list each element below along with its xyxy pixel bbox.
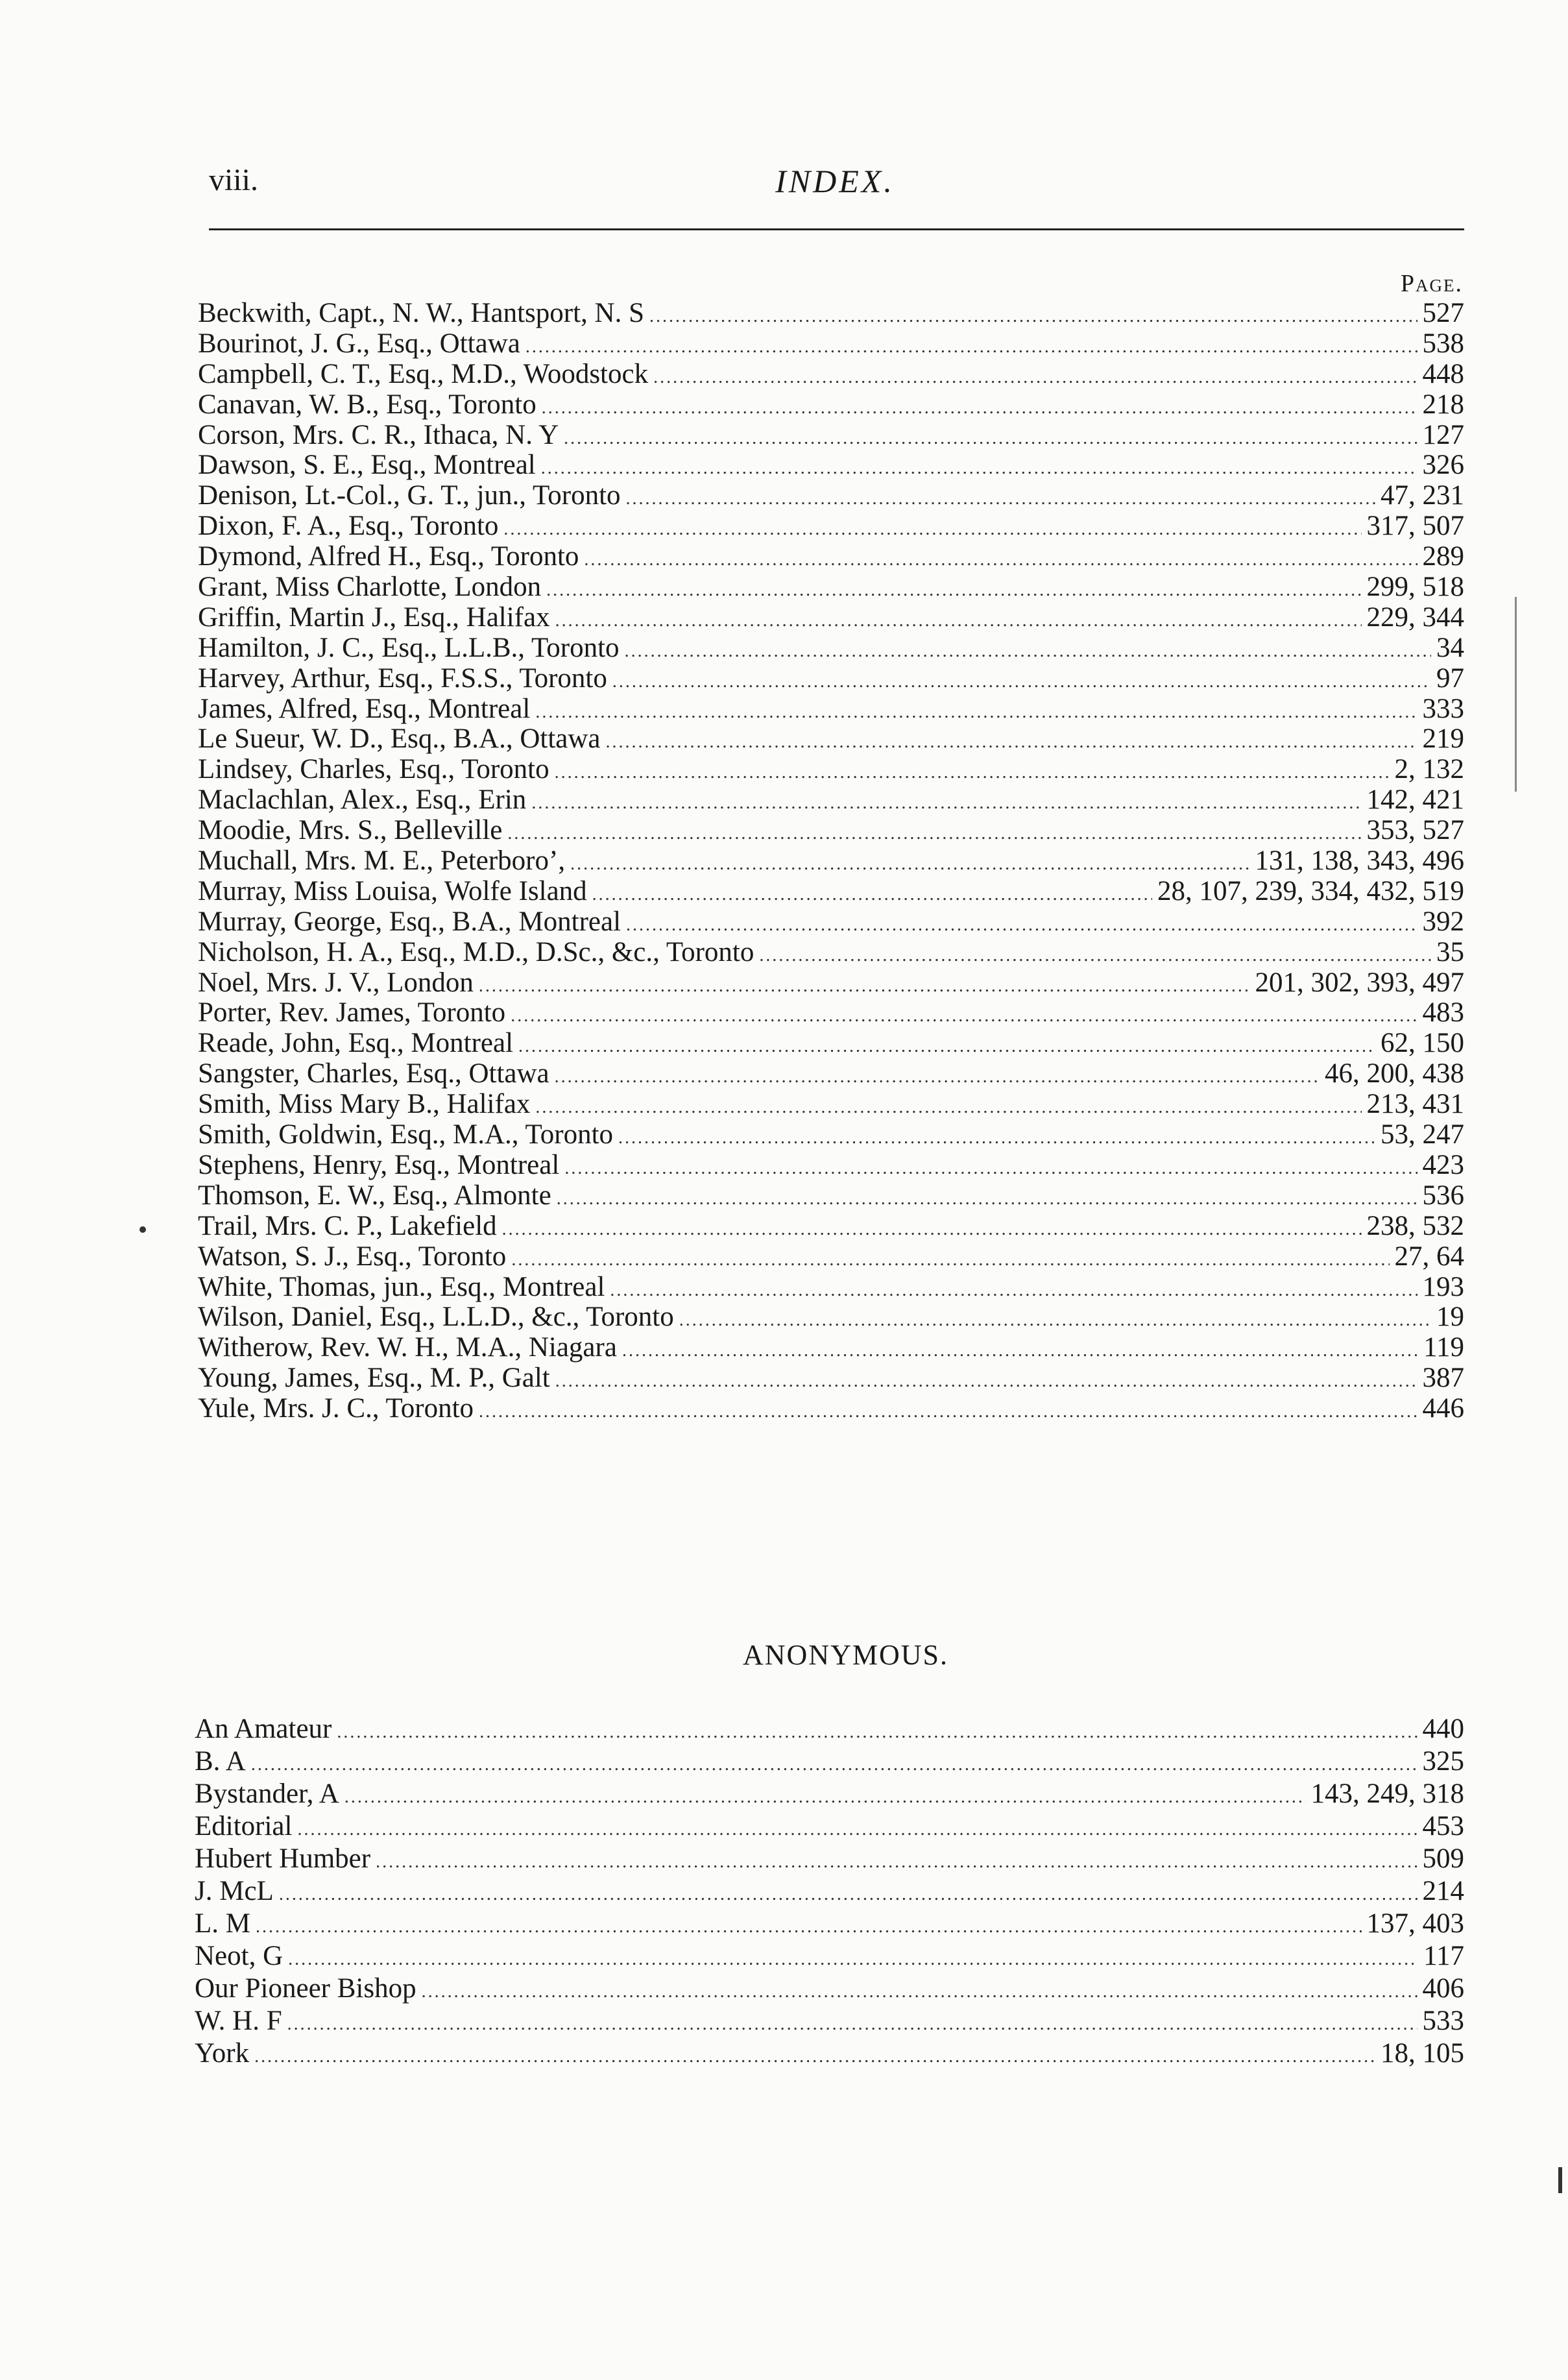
entry-pages: 229, 344 [1366,601,1464,633]
entry-name: Maclachlan, Alex., Esq., Erin [198,784,527,816]
index-entry [198,511,1464,542]
index-entry [198,1120,1464,1150]
index-entry [198,968,1464,999]
index-entry [198,1028,1464,1059]
entry-pages: 533 [1422,2006,1464,2036]
index-entry [195,1940,1464,1973]
entry-name: Thomson, E. W., Esq., Almonte [198,1180,551,1211]
page-column-label: Page. [1400,270,1463,297]
dot-leader [618,1123,1375,1154]
entry-pages: 423 [1422,1149,1464,1180]
page-header [209,162,1461,208]
index-entry [198,785,1464,816]
entry-pages: 326 [1422,450,1464,481]
entry-pages: 353, 527 [1366,815,1464,846]
entry-pages: 137, 403 [1366,1908,1464,1939]
entry-name: Sangster, Charles, Esq., Ottawa [198,1058,549,1089]
index-entry [198,390,1464,420]
index-entry [195,1908,1464,1940]
dot-leader [557,1184,1417,1215]
index-entry [195,1843,1464,1875]
dot-leader [592,880,1152,910]
entry-name: Moodie, Mrs. S., Belleville [198,815,503,846]
margin-mark [1558,2167,1562,2193]
anonymous-heading: ANONYMOUS. [742,1639,949,1671]
entry-pages: 47, 231 [1381,480,1464,511]
entry-name: Young, James, Esq., M. P., Galt [198,1363,550,1394]
entry-pages: 453 [1422,1811,1464,1841]
entry-pages: 97 [1436,662,1464,694]
dot-leader [337,1716,1417,1749]
dot-leader [297,1814,1417,1846]
entry-name: Wilson, Daniel, Esq., L.L.D., &c., Toronto [198,1302,674,1333]
header-rule [209,228,1464,230]
dot-leader [555,606,1362,637]
entry-pages: 28, 107, 239, 334, 432, 519 [1157,875,1464,906]
entry-pages: 483 [1422,997,1464,1028]
entry-name: W. H. F [195,2006,282,2036]
dot-leader [511,1245,1389,1276]
dot-leader [518,1032,1375,1062]
entry-name: Dawson, S. E., Esq., Montreal [198,450,536,481]
running-head: INDEX. [775,163,895,199]
dot-leader [525,332,1417,363]
entry-pages: 27, 64 [1394,1241,1464,1272]
entry-name: J. McL [195,1876,274,1906]
index-entry [195,1810,1464,1843]
dot-leader [502,1215,1362,1245]
index-entry [195,1973,1464,2005]
entry-pages: 527 [1422,298,1464,328]
dot-leader [653,363,1417,393]
entry-name: Canavan, W. B., Esq., Toronto [198,389,537,420]
dot-leader [555,758,1390,788]
index-entry [198,1089,1464,1120]
entry-pages: 387 [1422,1363,1464,1394]
dot-leader [564,424,1417,454]
entry-name: Grant, Miss Charlotte, London [198,572,542,603]
authors-index [198,298,1464,1424]
entry-pages: 34 [1436,632,1464,663]
index-entry [198,633,1464,664]
index-entry [198,1181,1464,1211]
entry-pages: 509 [1422,1843,1464,1874]
index-entry [198,816,1464,846]
dot-leader [564,1154,1417,1184]
entry-pages: 142, 421 [1366,784,1464,816]
dot-leader [759,941,1431,971]
entry-pages: 35 [1436,936,1464,967]
entry-pages: 46, 200, 438 [1325,1058,1464,1089]
dot-leader [584,545,1417,576]
dot-leader [679,1305,1431,1336]
entry-name: Hubert Humber [195,1843,371,1874]
index-entry [198,450,1464,481]
index-entry [198,603,1464,633]
dot-leader [344,1781,1306,1814]
dot-leader [422,1976,1417,2008]
index-entry [198,329,1464,359]
dot-leader [479,1397,1417,1427]
index-entry [198,877,1464,907]
entry-name: Murray, Miss Louisa, Wolfe Island [198,875,587,906]
dot-leader [622,1336,1418,1366]
entry-pages: 213, 431 [1366,1089,1464,1120]
entry-pages: 218 [1422,389,1464,420]
entry-name: Our Pioneer Bishop [195,1973,416,2004]
dot-leader [649,302,1417,332]
dot-leader [503,515,1361,545]
index-entry [198,1394,1464,1424]
dot-leader [254,2041,1375,2073]
entry-name: Hamilton, J. C., Esq., L.L.B., Toronto [198,632,620,663]
entry-pages: 317, 507 [1366,511,1464,542]
index-entry [198,938,1464,968]
index-entry [195,1778,1464,1810]
entry-name: Nicholson, H. A., Esq., M.D., D.Sc., &c., Toronto [198,936,754,967]
dot-leader [626,484,1375,515]
index-entry [198,481,1464,511]
index-entry [195,1713,1464,1745]
index-entry [198,724,1464,755]
index-entry [198,1242,1464,1272]
entry-pages: 53, 247 [1381,1119,1464,1150]
dot-leader [535,698,1417,728]
entry-name: Watson, S. J., Esq., Toronto [198,1241,507,1272]
entry-name: Denison, Lt.-Col., G. T., jun., Toronto [198,480,621,511]
dot-leader [479,971,1250,1002]
entry-name: An Amateur [195,1714,332,1744]
dot-leader [256,1911,1362,1943]
entry-name: Muchall, Mrs. M. E., Peterboro’, [198,845,566,877]
margin-mark [1515,597,1517,792]
index-entry [198,998,1464,1028]
entry-pages: 127 [1422,419,1464,450]
entry-pages: 62, 150 [1381,1028,1464,1059]
entry-pages: 440 [1422,1714,1464,1744]
entry-name: Reade, John, Esq., Montreal [198,1028,514,1059]
entry-name: Porter, Rev. James, Toronto [198,997,506,1028]
dot-leader [279,1878,1417,1911]
dot-leader [610,1276,1417,1306]
dot-leader [570,849,1249,880]
dot-leader [511,1001,1417,1032]
entry-name: York [195,2038,250,2069]
index-entry [198,298,1464,329]
entry-pages: 193 [1422,1271,1464,1302]
dot-leader [376,1846,1417,1878]
entry-pages: 406 [1422,1973,1464,2004]
entry-name: Beckwith, Capt., N. W., Hantsport, N. S [198,298,644,328]
index-entry [198,1059,1464,1089]
entry-pages: 536 [1422,1180,1464,1211]
index-entry [198,1272,1464,1303]
index-entry [198,1363,1464,1394]
index-entry [195,2037,1464,2070]
dot-leader [606,727,1417,758]
margin-dot [139,1226,146,1233]
index-entry [198,572,1464,603]
entry-name: Editorial [195,1811,293,1841]
dot-leader [542,393,1417,424]
dot-leader [251,1749,1417,1781]
dot-leader [626,910,1417,941]
entry-pages: 201, 302, 393, 497 [1255,967,1464,998]
entry-name: Dixon, F. A., Esq., Toronto [198,511,499,542]
dot-leader [531,788,1361,819]
index-entry [198,755,1464,785]
entry-pages: 299, 518 [1366,572,1464,603]
dot-leader [507,819,1361,849]
entry-name: Le Sueur, W. D., Esq., B.A., Ottawa [198,723,601,755]
entry-name: Bourinot, J. G., Esq., Ottawa [198,328,520,359]
entry-name: Smith, Goldwin, Esq., M.A., Toronto [198,1119,614,1150]
entry-name: Lindsey, Charles, Esq., Toronto [198,754,549,785]
entry-name: Corson, Mrs. C. R., Ithaca, N. Y [198,419,559,450]
entry-pages: 117 [1423,1941,1464,1971]
entry-pages: 446 [1422,1393,1464,1424]
entry-pages: 289 [1422,541,1464,572]
dot-leader [555,1366,1417,1397]
entry-name: L. M [195,1908,250,1939]
index-entry [198,542,1464,572]
entry-pages: 392 [1422,906,1464,937]
entry-name: Dymond, Alfred H., Esq., Toronto [198,541,579,572]
index-entry [198,664,1464,694]
entry-name: Noel, Mrs. J. V., London [198,967,474,998]
entry-name: Trail, Mrs. C. P., Lakefield [198,1210,497,1241]
index-entry [198,1333,1464,1363]
entry-name: Yule, Mrs. J. C., Toronto [198,1393,474,1424]
entry-name: Witherow, Rev. W. H., M.A., Niagara [198,1332,617,1363]
entry-pages: 448 [1422,358,1464,389]
index-entry [198,1150,1464,1181]
entry-name: Griffin, Martin J., Esq., Halifax [198,601,550,633]
entry-pages: 119 [1423,1332,1464,1363]
entry-pages: 18, 105 [1381,2038,1464,2069]
index-entry [198,1302,1464,1333]
entry-pages: 131, 138, 343, 496 [1255,845,1464,877]
dot-leader [287,2008,1417,2041]
index-entry [195,1875,1464,1908]
entry-pages: 238, 532 [1366,1210,1464,1241]
entry-pages: 333 [1422,693,1464,724]
dot-leader [546,576,1361,606]
entry-name: Harvey, Arthur, Esq., F.S.S., Toronto [198,662,607,694]
index-entry [198,694,1464,725]
index-entry [198,1211,1464,1242]
entry-name: Stephens, Henry, Esq., Montreal [198,1149,560,1180]
entry-name: Murray, George, Esq., B.A., Montreal [198,906,621,937]
entry-name: Neot, G [195,1941,283,1971]
entry-pages: 538 [1422,328,1464,359]
entry-pages: 219 [1422,723,1464,755]
dot-leader [541,454,1417,484]
dot-leader [535,1093,1361,1123]
entry-pages: 214 [1422,1876,1464,1906]
entry-pages: 143, 249, 318 [1310,1779,1464,1809]
dot-leader [555,1062,1320,1093]
index-entry [195,2005,1464,2037]
entry-pages: 19 [1436,1302,1464,1333]
entry-name: Campbell, C. T., Esq., M.D., Woodstock [198,358,649,389]
entry-name: Smith, Miss Mary B., Halifax [198,1089,531,1120]
entry-name: B. A [195,1746,246,1777]
index-entry [198,420,1464,451]
dot-leader [625,637,1431,667]
index-entry [198,359,1464,390]
folio: viii. [209,163,259,197]
entry-name: James, Alfred, Esq., Montreal [198,693,531,724]
dot-leader [288,1943,1418,1976]
index-entry [198,907,1464,938]
index-entry [195,1745,1464,1778]
entry-name: Bystander, A [195,1779,339,1809]
entry-name: White, Thomas, jun., Esq., Montreal [198,1271,605,1302]
index-entry [198,846,1464,877]
entry-pages: 2, 132 [1394,754,1464,785]
dot-leader [612,667,1431,698]
anonymous-index [195,1713,1464,2070]
entry-pages: 325 [1422,1746,1464,1777]
